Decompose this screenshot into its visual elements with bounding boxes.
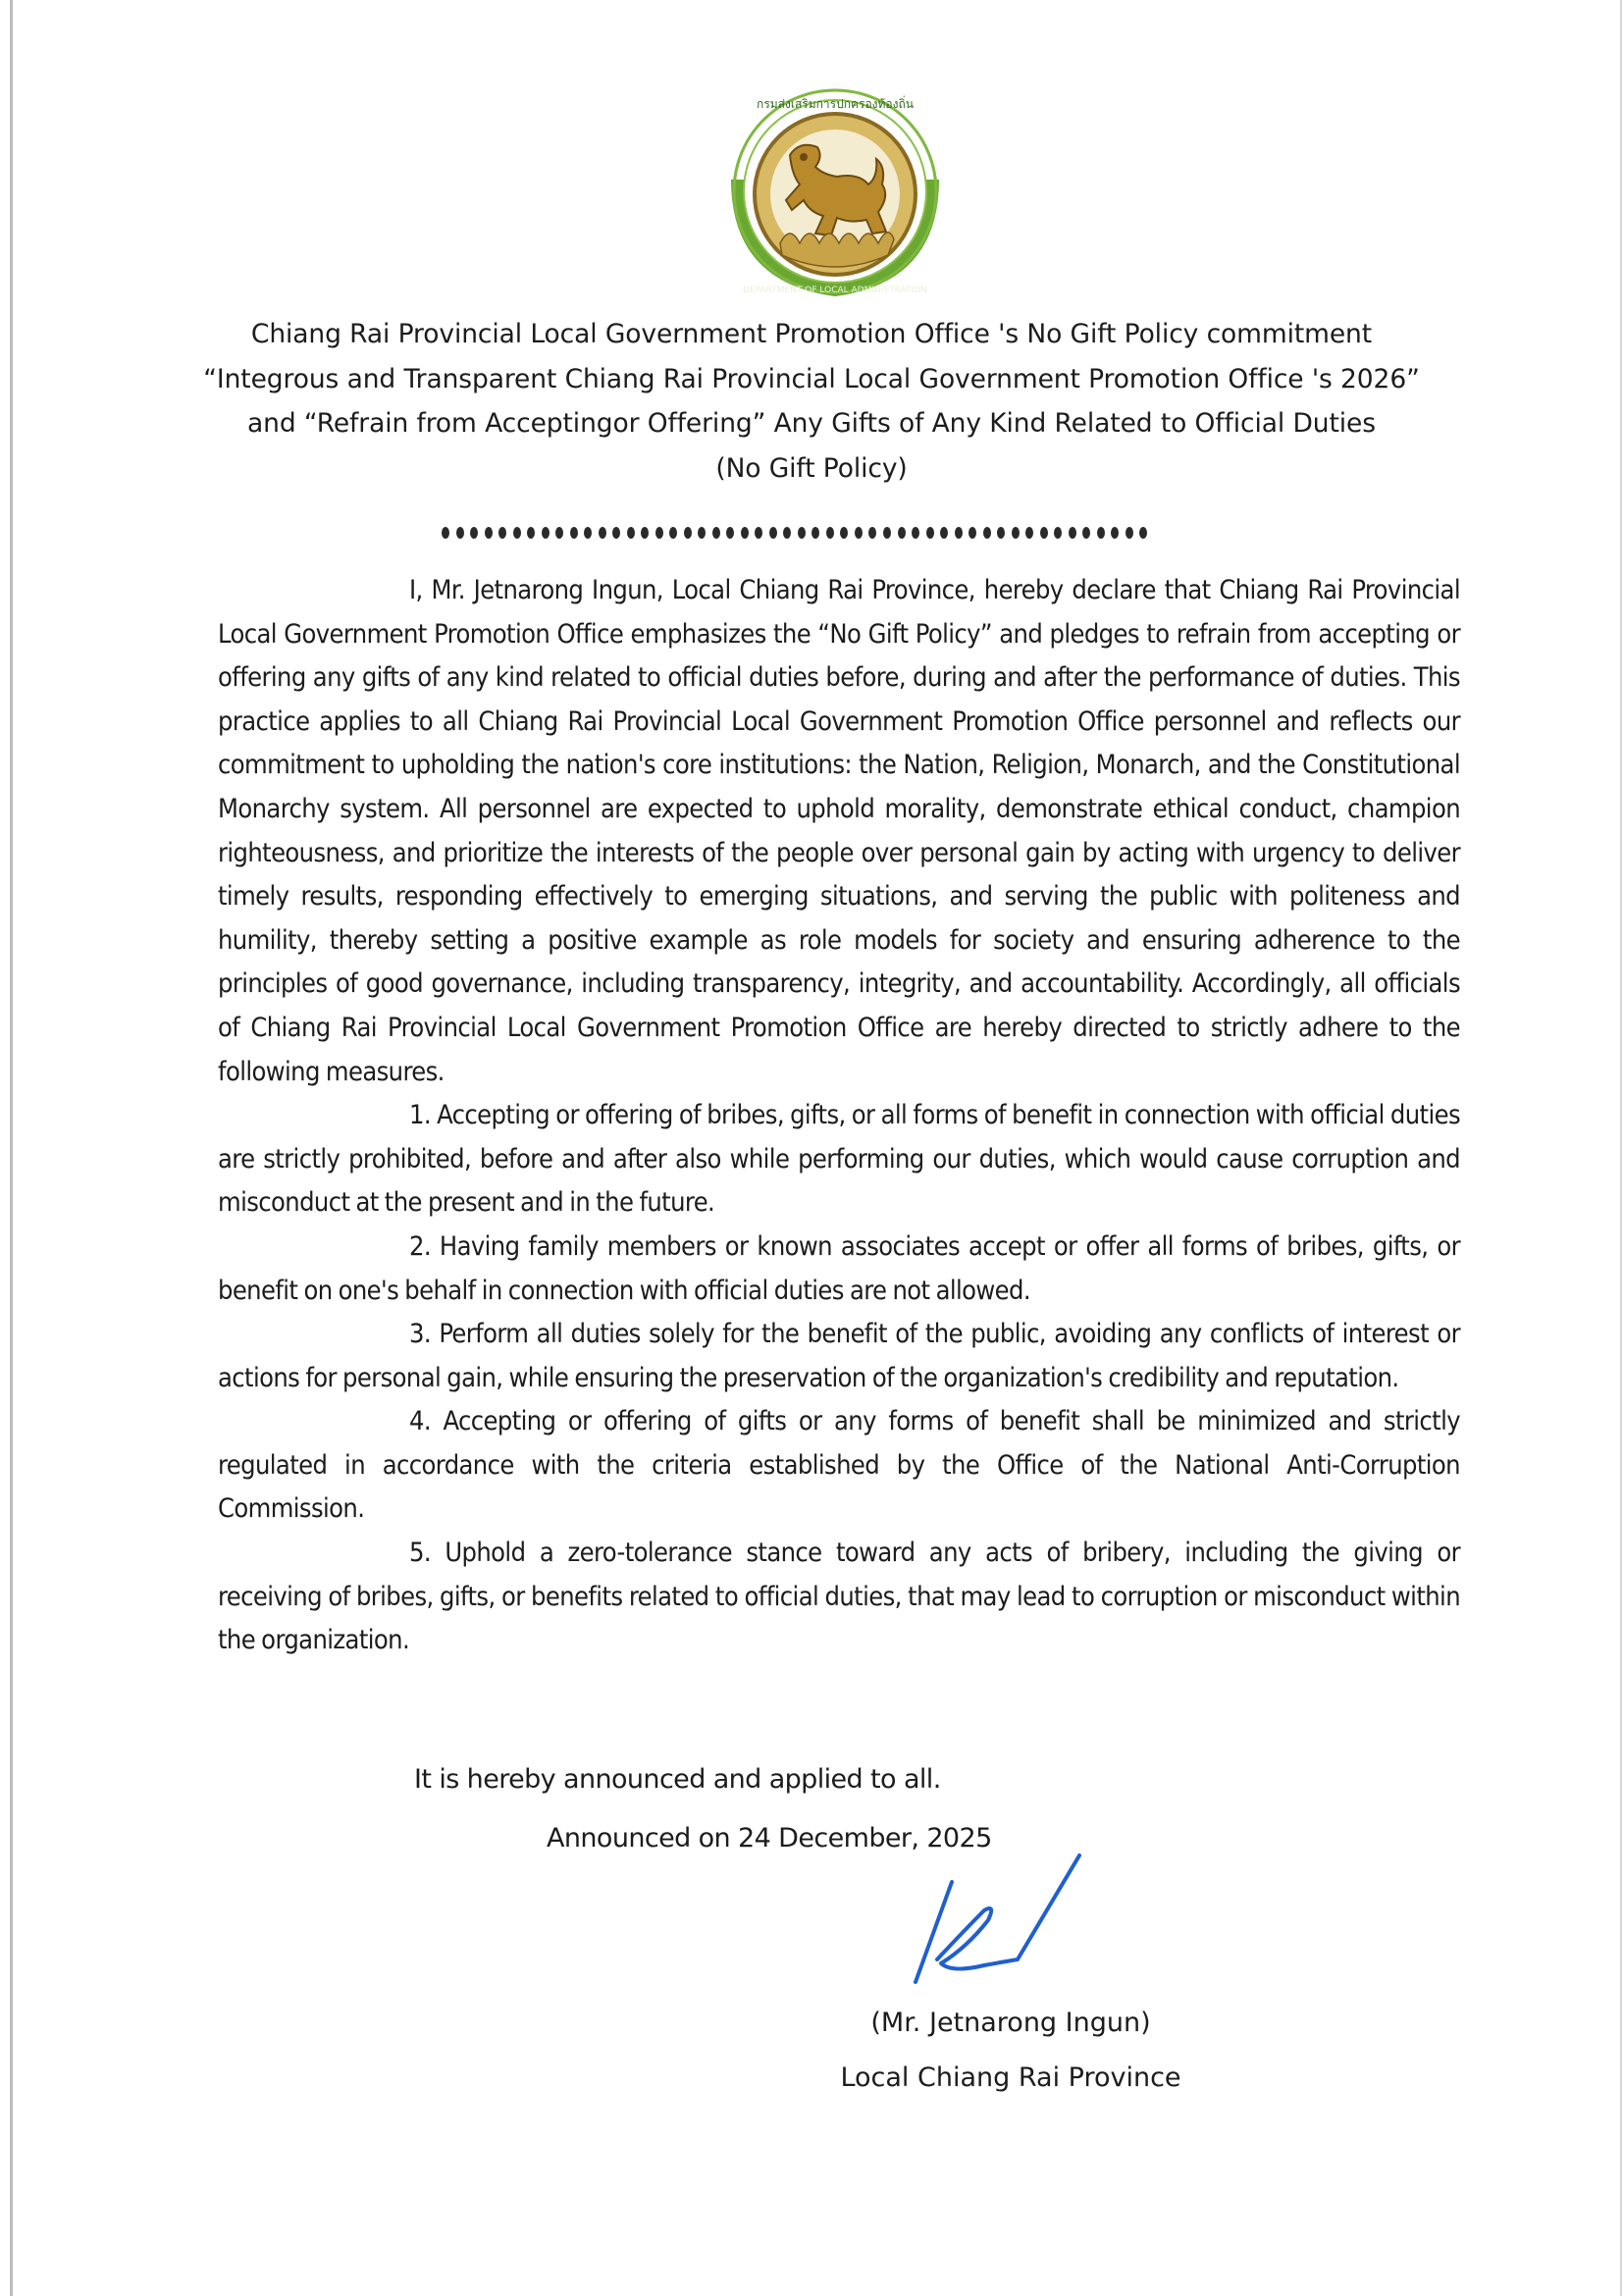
- separator-dot: [926, 527, 934, 539]
- separator-dot: [755, 527, 762, 539]
- separator-dot: [1069, 527, 1076, 539]
- svg-text:DEPARTMENT OF LOCAL ADMINISTRA: DEPARTMENT OF LOCAL ADMINISTRATION: [743, 286, 927, 295]
- separator-dot: [570, 527, 578, 539]
- separator-dot: [513, 527, 521, 539]
- signatory-name: (Mr. Jetnarong Ingun): [870, 2008, 1151, 2038]
- dotted-separator: [442, 527, 1148, 543]
- handwritten-signature-icon: [908, 1850, 1094, 1992]
- title-line-2: “Integrous and Transparent Chiang Rai Provincial Local Government Promotion Office 's 2026”: [203, 363, 1420, 394]
- document-body: [218, 569, 1460, 1663]
- separator-dot: [840, 527, 848, 539]
- separator-dot: [498, 527, 506, 539]
- separator-dot: [883, 527, 891, 539]
- separator-dot: [669, 527, 677, 539]
- separator-dot: [912, 527, 919, 539]
- separator-dot: [612, 527, 620, 539]
- separator-dot: [783, 527, 791, 539]
- separator-dot: [442, 527, 449, 539]
- separator-dot: [1126, 527, 1133, 539]
- scan-edge-left: [10, 0, 13, 2296]
- signatory-position: Local Chiang Rai Province: [840, 2062, 1181, 2093]
- separator-dot: [684, 527, 692, 539]
- separator-dot: [1054, 527, 1062, 539]
- separator-dot: [969, 527, 976, 539]
- separator-dot: [1082, 527, 1090, 539]
- separator-dot: [527, 527, 535, 539]
- separator-dot: [584, 527, 592, 539]
- separator-dot: [698, 527, 706, 539]
- separator-dot: [812, 527, 819, 539]
- separator-dot: [955, 527, 963, 539]
- separator-dot: [542, 527, 550, 539]
- separator-dot: [1111, 527, 1119, 539]
- scan-edge-right: [1620, 0, 1622, 2296]
- separator-dot: [599, 527, 606, 539]
- separator-dot: [470, 527, 478, 539]
- separator-dot: [485, 527, 493, 539]
- separator-dot: [1025, 527, 1033, 539]
- document-title: [196, 312, 1427, 491]
- measure-item-4: 4. Accepting or offering of gifts or any forms of benefit shall be minimized and strictly regulated in accordance with the criteria established by the Office of the National Anti-Corruption Commission.: [218, 1406, 1460, 1525]
- measure-item-2: 2. Having family members or known associates accept or offer all forms of bribes, gifts, or benefit on one's behalf in connection with official duties are not allowed.: [218, 1230, 1460, 1306]
- separator-dot: [655, 527, 663, 539]
- separator-dot: [1097, 527, 1105, 539]
- separator-dot: [456, 527, 464, 539]
- measure-item-1: 1. Accepting or offering of bribes, gifts, or all forms of benefit in connection with official duties are strictly prohibited, before and after also while performing our duties, which would cause corruption and misconduct at the present and in the future.: [218, 1100, 1460, 1219]
- separator-dot: [1139, 527, 1147, 539]
- announcement-date: Announced on 24 December, 2025: [547, 1823, 992, 1853]
- separator-dot: [1012, 527, 1020, 539]
- separator-dot: [726, 527, 734, 539]
- title-line-3: and “Refrain from Acceptingor Offering” Any Gifts of Any Kind Related to Official Duties: [247, 408, 1376, 439]
- title-line-1: Chiang Rai Provincial Local Government Promotion Office 's No Gift Policy commitment: [250, 319, 1373, 349]
- separator-dot: [997, 527, 1005, 539]
- intro-paragraph: I, Mr. Jetnarong Ingun, Local Chiang Rai Province, hereby declare that Chiang Rai Provincial Local Government Promotion Office emphasizes the “No Gift Policy” and pledges to refrain from accepting or offering any gifts of any kind related to official duties before, during and after the performance of duties. This practice applies to all Chiang Rai Provincial Local Government Promotion Office personnel and reflects our commitment to upholding the nation's core institutions: the Nation, Religion, Monarch, and the Constitutional Monarchy system. All personnel are expected to uphold morality, demonstrate ethical conduct, champion righteousness, and prioritize the interests of the people over personal gain by acting with urgency to deliver timely results, responding effectively to emerging situations, and serving the public with politeness and humility, thereby setting a positive example as role models for society and ensuring adherence to the principles of good governance, including transparency, integrity, and accountability. Accordingly, all officials of Chiang Rai Provincial Local Government Promotion Office are hereby directed to strictly adhere to the following measures.: [218, 575, 1460, 1087]
- separator-dot: [627, 527, 635, 539]
- closing-statement: It is hereby announced and applied to all.: [414, 1764, 941, 1795]
- separator-dot: [898, 527, 906, 539]
- separator-dot: [1040, 527, 1048, 539]
- department-seal-logo-icon: [721, 86, 949, 304]
- measure-item-3: 3. Perform all duties solely for the benefit of the public, avoiding any conflicts of interest or actions for personal gain, while ensuring the preservation of the organization's credibility and reputation.: [218, 1319, 1460, 1393]
- separator-dot: [855, 527, 863, 539]
- separator-dot: [712, 527, 720, 539]
- separator-dot: [798, 527, 806, 539]
- separator-dot: [641, 527, 649, 539]
- separator-dot: [868, 527, 876, 539]
- title-line-4: (No Gift Policy): [715, 452, 908, 484]
- separator-dot: [940, 527, 948, 539]
- separator-dot: [826, 527, 834, 539]
- separator-dot: [741, 527, 749, 539]
- separator-dot: [983, 527, 991, 539]
- separator-dot: [769, 527, 777, 539]
- separator-dot: [555, 527, 563, 539]
- svg-text:กรมส่งเสริมการปกครองท้องถิ่น: กรมส่งเสริมการปกครองท้องถิ่น: [757, 97, 914, 111]
- measure-item-5: 5. Uphold a zero-tolerance stance toward any acts of bribery, including the giving or receiving of bribes, gifts, or benefits related to official duties, that may lead to corruption or misconduct within the organization.: [218, 1538, 1460, 1656]
